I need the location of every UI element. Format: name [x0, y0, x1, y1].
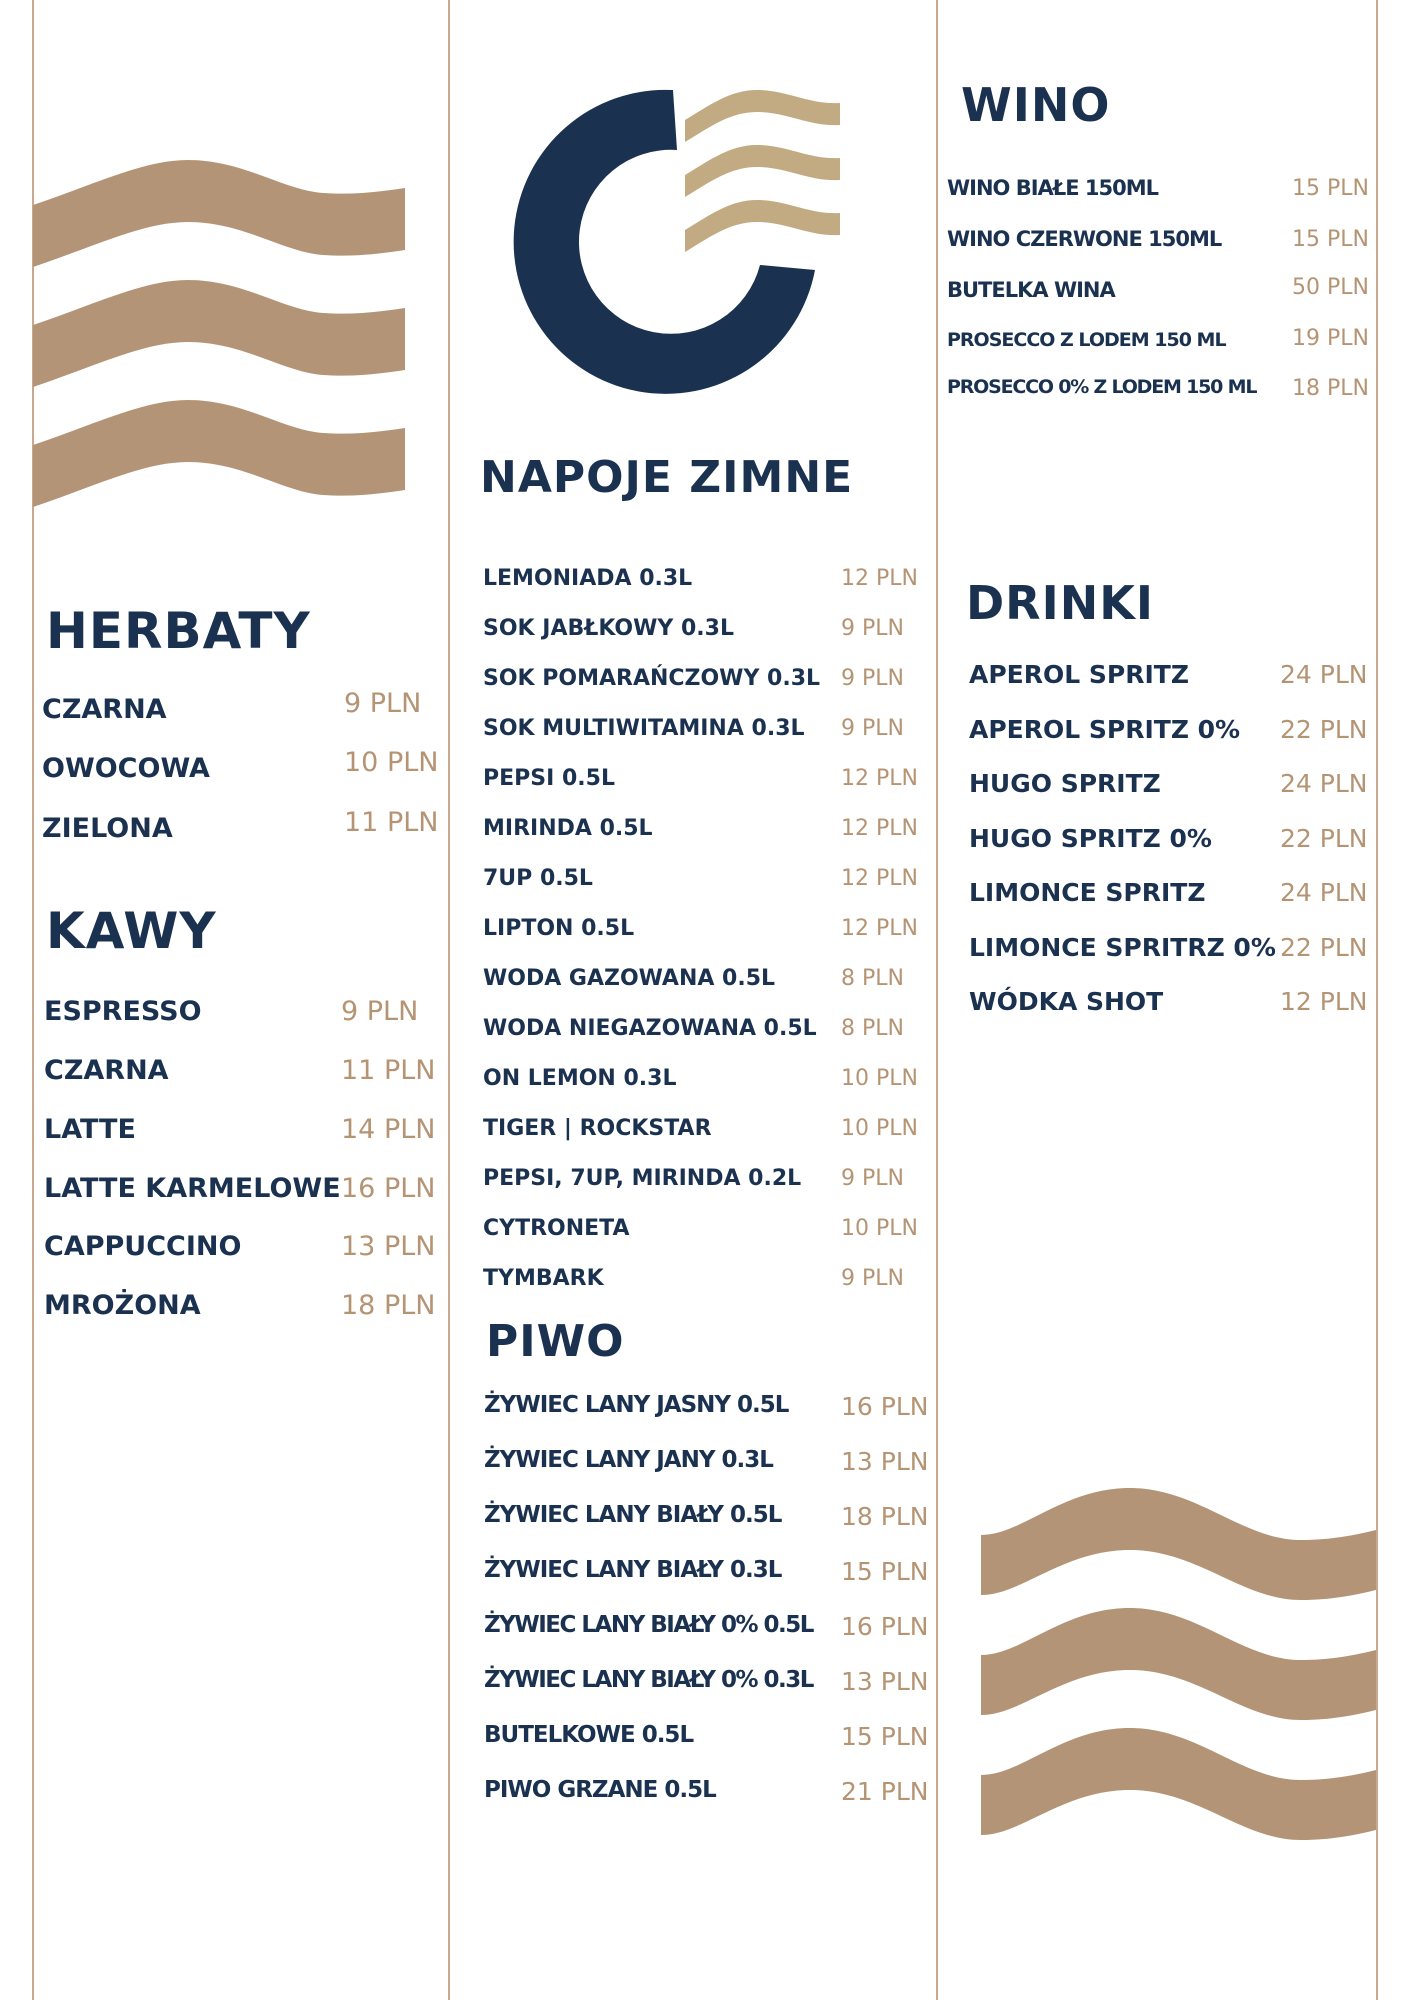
item-name: WODA GAZOWANA 0.5L: [483, 966, 776, 991]
item-price: 8 PLN: [841, 966, 904, 991]
menu-item: [484, 1722, 934, 1762]
item-name: CAPPUCCINO: [44, 1231, 242, 1262]
item-name: LIMONCE SPRITZ: [969, 878, 1206, 907]
item-name: SOK JABŁKOWY 0.3L: [483, 616, 734, 641]
wino-list: [947, 176, 1373, 406]
item-name: LIMONCE SPRITRZ 0%: [969, 933, 1276, 962]
item-name: APEROL SPRITZ: [969, 660, 1189, 689]
item-price: 16 PLN: [841, 1612, 929, 1641]
column-divider-1: [448, 0, 450, 2000]
item-name: CZARNA: [44, 1055, 169, 1086]
item-name: HUGO SPRITZ 0%: [969, 824, 1212, 853]
item-price: 24 PLN: [1280, 769, 1368, 798]
wave-decoration-bottom-right: [981, 1480, 1376, 1860]
menu-item: [44, 1173, 444, 1213]
item-price: 9 PLN: [341, 996, 419, 1027]
item-name: ESPRESSO: [44, 996, 202, 1027]
item-price: 15 PLN: [841, 1557, 929, 1586]
menu-item: [483, 766, 933, 806]
wave-decoration-top-left: [33, 155, 405, 515]
item-name: PROSECCO 0% Z LODEM 150 ML: [947, 376, 1257, 398]
menu-item: [947, 275, 1373, 318]
menu-item: [484, 1447, 934, 1487]
item-name: LATTE: [44, 1114, 136, 1145]
item-price: 9 PLN: [841, 1166, 904, 1191]
item-name: 7UP 0.5L: [483, 866, 593, 891]
item-price: 22 PLN: [1280, 824, 1368, 853]
menu-item: [484, 1612, 934, 1652]
item-price: 16 PLN: [841, 1392, 929, 1421]
item-price: 9 PLN: [344, 688, 422, 719]
menu-item: [969, 769, 1373, 809]
item-price: 18 PLN: [341, 1290, 436, 1321]
section-title-drinki: DRINKI: [966, 576, 1154, 630]
brand-logo: [505, 75, 845, 395]
menu-item: [483, 616, 933, 656]
item-price: 15 PLN: [841, 1722, 929, 1751]
menu-item: [483, 966, 933, 1006]
section-title-piwo: PIWO: [486, 1316, 625, 1367]
menu-item: [947, 376, 1373, 416]
column-divider-right-edge: [1376, 0, 1378, 2000]
menu-item: [44, 1290, 444, 1330]
item-name: ŻYWIEC LANY JASNY 0.5L: [484, 1392, 789, 1418]
item-name: ŻYWIEC LANY BIAŁY 0% 0.5L: [484, 1612, 813, 1638]
item-price: 22 PLN: [1280, 715, 1368, 744]
menu-item: [483, 916, 933, 956]
item-name: WINO CZERWONE 150ML: [947, 227, 1222, 251]
item-name: WÓDKA SHOT: [969, 987, 1164, 1016]
item-name: PROSECCO Z LODEM 150 ML: [947, 329, 1226, 351]
drinki-list: [969, 660, 1373, 1030]
item-price: 19 PLN: [1292, 326, 1369, 351]
item-name: TYMBARK: [483, 1266, 604, 1291]
item-name: CYTRONETA: [483, 1216, 630, 1241]
item-price: 18 PLN: [1292, 376, 1369, 401]
menu-item: [44, 996, 444, 1036]
item-name: ZIELONA: [42, 813, 173, 844]
menu-item: [42, 688, 442, 734]
menu-item: [484, 1777, 934, 1817]
menu-item: [969, 878, 1373, 918]
item-name: TIGER | ROCKSTAR: [483, 1116, 712, 1141]
item-price: 12 PLN: [1280, 987, 1368, 1016]
item-name: LEMONIADA 0.3L: [483, 566, 693, 591]
item-price: 21 PLN: [841, 1777, 929, 1806]
item-price: 24 PLN: [1280, 878, 1368, 907]
item-price: 12 PLN: [841, 916, 918, 941]
item-name: LIPTON 0.5L: [483, 916, 635, 941]
menu-item: [483, 716, 933, 756]
item-price: 22 PLN: [1280, 933, 1368, 962]
section-title-herbaty: HERBATY: [46, 602, 311, 660]
item-price: 8 PLN: [841, 1016, 904, 1041]
kawy-list: [44, 996, 444, 1336]
menu-item: [483, 866, 933, 906]
item-name: APEROL SPRITZ 0%: [969, 715, 1241, 744]
menu-item: [969, 660, 1373, 700]
item-name: MIRINDA 0.5L: [483, 816, 653, 841]
item-name: ŻYWIEC LANY JANY 0.3L: [484, 1447, 773, 1473]
item-price: 9 PLN: [841, 666, 904, 691]
item-price: 12 PLN: [841, 766, 918, 791]
menu-item: [969, 987, 1373, 1027]
menu-item: [483, 1016, 933, 1056]
item-price: 9 PLN: [841, 716, 904, 741]
menu-item: [947, 176, 1373, 216]
item-price: 11 PLN: [344, 807, 439, 838]
piwo-list: [484, 1392, 934, 1812]
item-name: HUGO SPRITZ: [969, 769, 1161, 798]
item-price: 9 PLN: [841, 1266, 904, 1291]
item-name: PEPSI 0.5L: [483, 766, 615, 791]
item-price: 10 PLN: [344, 747, 439, 778]
item-name: WODA NIEGAZOWANA 0.5L: [483, 1016, 817, 1041]
menu-item: [484, 1392, 934, 1432]
item-name: ŻYWIEC LANY BIAŁY 0.3L: [484, 1557, 782, 1583]
menu-item: [42, 747, 442, 793]
menu-item: [44, 1055, 444, 1095]
menu-item: [483, 1266, 933, 1306]
item-price: 13 PLN: [341, 1231, 436, 1262]
menu-item: [483, 1166, 933, 1206]
item-name: ON LEMON 0.3L: [483, 1066, 677, 1091]
section-title-wino: WINO: [961, 78, 1111, 132]
item-price: 11 PLN: [341, 1055, 436, 1086]
item-name: PIWO GRZANE 0.5L: [484, 1777, 716, 1803]
item-price: 15 PLN: [1292, 227, 1369, 252]
item-price: 10 PLN: [841, 1216, 918, 1241]
section-title-napoje-zimne: NAPOJE ZIMNE: [480, 452, 854, 503]
item-price: 24 PLN: [1280, 660, 1368, 689]
item-price: 13 PLN: [841, 1667, 929, 1696]
item-price: 9 PLN: [841, 616, 904, 641]
item-name: LATTE KARMELOWE: [44, 1173, 341, 1204]
menu-item: [483, 566, 933, 606]
item-price: 18 PLN: [841, 1502, 929, 1531]
item-name: ŻYWIEC LANY BIAŁY 0.5L: [484, 1502, 782, 1528]
item-price: 12 PLN: [841, 866, 918, 891]
item-name: OWOCOWA: [42, 753, 210, 784]
menu-item: [484, 1667, 934, 1707]
column-divider-2: [936, 0, 938, 2000]
menu-item: [483, 816, 933, 856]
section-title-kawy: KAWY: [46, 902, 217, 960]
item-price: 14 PLN: [341, 1114, 436, 1145]
menu-item: [484, 1502, 934, 1542]
menu-item: [484, 1557, 934, 1597]
item-price: 12 PLN: [841, 816, 918, 841]
item-price: 10 PLN: [841, 1066, 918, 1091]
menu-item: [483, 1116, 933, 1156]
item-name: ŻYWIEC LANY BIAŁY 0% 0.3L: [484, 1667, 813, 1693]
item-name: CZARNA: [42, 694, 167, 725]
menu-item: [969, 933, 1373, 973]
item-price: 15 PLN: [1292, 176, 1369, 201]
item-price: 50 PLN: [1292, 275, 1369, 300]
item-name: BUTELKOWE 0.5L: [484, 1722, 694, 1748]
menu-item: [947, 326, 1373, 369]
item-name: MROŻONA: [44, 1290, 201, 1321]
menu-item: [483, 1066, 933, 1106]
menu-item: [44, 1231, 444, 1271]
napoje-zimne-list: [483, 566, 933, 1166]
item-name: SOK POMARAŃCZOWY 0.3L: [483, 666, 821, 691]
menu-item: [947, 227, 1373, 267]
menu-item: [969, 824, 1373, 864]
napoje-zimne-list-continued: [483, 1166, 933, 1316]
menu-item: [483, 666, 933, 706]
item-price: 12 PLN: [841, 566, 918, 591]
item-price: 13 PLN: [841, 1447, 929, 1476]
menu-item: [483, 1216, 933, 1256]
item-name: SOK MULTIWITAMINA 0.3L: [483, 716, 805, 741]
herbaty-list: [42, 688, 442, 854]
menu-item: [969, 715, 1373, 755]
item-price: 10 PLN: [841, 1116, 918, 1141]
menu-item: [44, 1114, 444, 1154]
menu-item: [42, 807, 442, 853]
item-name: WINO BIAŁE 150ML: [947, 176, 1159, 200]
item-name: BUTELKA WINA: [947, 278, 1115, 302]
item-name: PEPSI, 7UP, MIRINDA 0.2L: [483, 1166, 802, 1191]
item-price: 16 PLN: [341, 1173, 436, 1204]
